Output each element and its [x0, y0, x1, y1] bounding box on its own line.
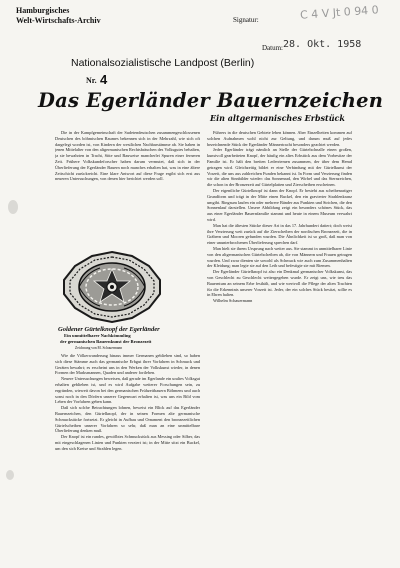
article-paragraph: Man hielt sie ihrem Ursprung nach weiter aus. Sie stammt in unmittelbarer Linie von den altgermanischen Gürtelscheiben ab, die von Männern und Frauen getragen wurden. Und zwar dienten sie sowohl als Schmuck wie auch zum Zusammenhalten der Kleidung; man legte sie auf den Leib und befestigte sie mit Riemen. [207, 245, 352, 269]
scan-smudge [6, 470, 14, 480]
article-paragraph: Der Knopf ist ein rundes, gewölbtes Schmuckstück aus Messing oder Silber, das mit eingeschlagenen Linien und Punkten verziert ist; in der Mitte sitzt ein Buckel, um den sich Kreise und Strahlen legen. [55, 434, 200, 451]
article-column-left-bottom [55, 353, 200, 558]
caption-credit: Zeichnung von M. Schauermann [75, 346, 123, 350]
issue-label: Nr. [86, 76, 97, 85]
newspaper-name: Nationalsozialistische Landpost (Berlin) [71, 57, 255, 69]
belt-buckle-illustration [57, 250, 167, 324]
article-headline: Das Egerländer Bauernzeichen [38, 89, 384, 112]
article-paragraph: Führers in die deutschen Gebiete leben können. Aber Einzelheiten kommen auf solchen Aufnahmen wohl nicht zur Geltung, und darum muß auf jedes bezeichnende Stück der Egerländer Männertracht besonders geachtet werden. [207, 130, 352, 147]
caption-line1: Ein unmittelbarer Nachkömmling [64, 333, 131, 338]
article-paragraph: Neuere Untersuchungen beweisen, daß gerade im Egerlande ein uraltes Volksgut erhalten geblieben ist, und es wird Aufgabe weiterer Forschungen sein, zu ergründen, wieweit davon bei den germanischen Frühzeitbauern Böhmens und auch sonst noch in den Dörfern unserer Gegenwart erhalten ist, was uns ein Bild vom Leben der Vorfahren geben kann. [55, 376, 200, 405]
datum-label: Datum: [262, 44, 283, 52]
article-paragraph: Daß sich solche Betrachtungen lohnen, beweist ein Blick auf das Egerländer Bauernzeichen, den Gürtelknopf, der in seinen Formen alte germanische Schmuckstücke fortsetzt. Er gleicht in Aufbau und Ornament den bronzezeitlichen Gürtelscheiben unserer Vorfahren so sehr, daß man an eine unmittelbare Überlieferung denken muß. [55, 405, 200, 434]
article-paragraph: Wilhelm Schauermann [213, 298, 253, 304]
article-paragraph: Die in der Kampfgemeinschaft der Sudetendeutschen zusammengeschlossenen Deutschen des böhmischen Raumes bekennen sich in der Mehrzahl, wie sich oft dargelegt worden ist, von Kindern der westlichen Nachbarstämme ab. Sie haben in jenen Mittelalter von den altgermanischen Rechtsbräuchen des Volksgutes behalten, ja sie bewahrten in Tracht, Sitte und Bauweise mancherlei Spuren einer ferneren Zeit. Frühere Volkskundeforscher haben darum vermutet, daß sich in der Überlieferung der Egerländer Bauern noch manches erhalten hat, was in eine ältere Zeitschicht zurückreicht. Eine klare Antwort auf diese Frage ergibt sich erst aus neueren Untersuchungen, von denen hier berichtet werden soll. [55, 130, 200, 182]
datum-stamp: 28. Okt. 1958 [283, 39, 362, 50]
article-paragraph: Jeder Egerländer trägt nämlich an Stelle der Gürtelschnalle einen großen, kunstvoll gearbeiteten Knopf, der häufig ein altes Erbstück aus dem Vorbesitze der Familie ist. Er hält den breiten Lederriemen zusammen, der über dem Hemd getragen wird. Gleichzeitig bildet er eine Verbindung mit der Gürtelkunst der Vorzeit, die uns aus zahlreichen Funden bekannt ist. In Form und Verzierung finden wir die alten Sinnbilder wieder: das Sonnenrad, den Wirbel und das Sternzeichen, die schon in der Bronzezeit auf Gürtelplatten und Zierscheiben erscheinen. [207, 147, 352, 188]
signatur-label: Signatur: [233, 16, 259, 24]
archive-stamp-line2: Welt-Wirtschafts-Archiv [16, 16, 101, 25]
article-paragraph: Wie die Völkerwanderung hinaus immer Germanen geblieben sind, so haben sich diese Stämme auch das germanische Erbgut ihrer Vorfahren in Schmuck und Geräten bewahrt; es erscheint uns in den Werken der Volkskunst wieder, in denen Formen der Marksmannen, Quaden und anderer fortleben. [55, 353, 200, 376]
archive-stamp [16, 6, 101, 26]
caption-title: Goldener Gürtelknopf der Egerländer [58, 326, 160, 333]
article-subheadline: Ein altgermanisches Erbstück [210, 113, 345, 123]
pencil-note: C 4 V Jt 0 94 0 [299, 3, 380, 22]
article-paragraph: Der Egerländer Gürtelknopf ist also ein Denkmal germanischer Volkskunst, das von Geschlecht zu Geschlecht weitergegeben wurde. Er zeigt uns, wie treu das Bauerntum an seinem Erbe festhält, und wie wertvoll die Pflege der alten Trachten für die Erkenntnis unserer Vorzeit ist. Jeder, der ein solches Stück besitzt, sollte es in Ehren halten. [207, 269, 352, 298]
article-column-left-top [55, 130, 200, 248]
article-column-right [207, 130, 352, 558]
ornament-disc [64, 252, 160, 322]
issue-number: 4 [100, 72, 108, 87]
caption-line2: der germanischen Bauernkunst der Bronzezeit [60, 339, 152, 344]
article-paragraph: Man hat die ältesten Stücke dieser Art in das 17. Jahrhundert datiert; doch weist ihre Verzierung weit zurück auf die Zierscheiben der nordischen Bronzezeit, die in Gräbern und Mooren gefunden wurden. Die Ähnlichkeit ist so groß, daß man von einer ununterbrochenen Überlieferung sprechen darf. [207, 222, 352, 246]
archive-stamp-line1: Hamburgisches [16, 6, 70, 15]
scan-smudge [8, 200, 18, 214]
article-paragraph: Der eigentliche Gürtelknopf ist dann der Knopf. Er besteht aus scheibenartiger Grundform und trägt in der Mitte einen Buckel, den ein gravierter Strahlenkranz umgibt. Ringsum laufen ein oder mehrere Bänder aus Punkten und Strichen, die den Sonnenlauf darstellen. Unsere Abbildung zeigt ein besonders schönes Stück, das aus einer Egerländer Bauernfamilie stammt und heute in einem Museum verwahrt wird. [207, 187, 352, 222]
